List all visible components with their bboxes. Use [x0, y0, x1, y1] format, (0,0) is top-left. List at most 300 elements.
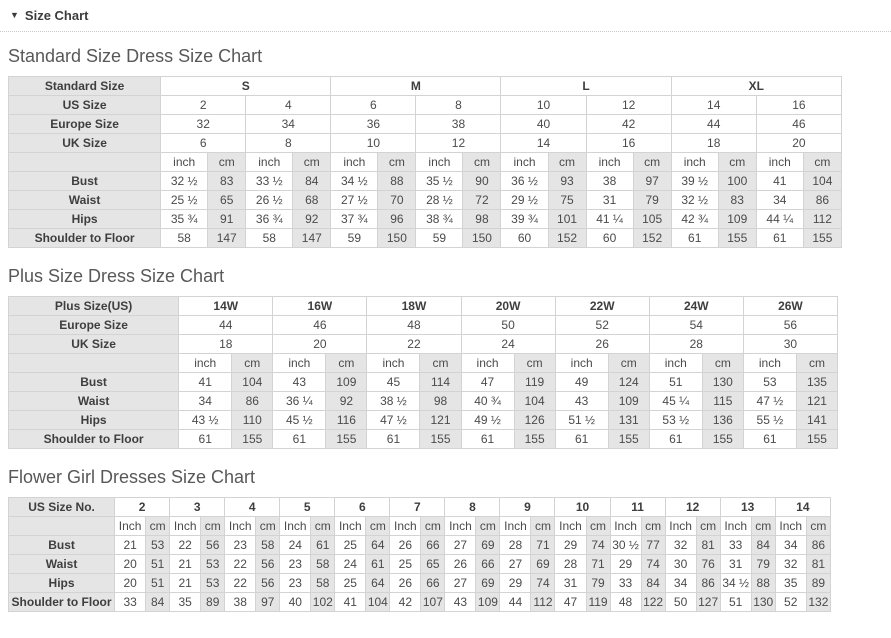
size-group-value: 10 — [555, 498, 610, 517]
cm-value: 86 — [696, 574, 720, 593]
size-value: 16 — [756, 96, 841, 115]
unit-row — [9, 354, 838, 373]
unit-cm-label: cm — [702, 354, 743, 373]
inch-value: 29 ½ — [501, 191, 548, 210]
unit-cm-label: cm — [803, 153, 841, 172]
cm-value: 97 — [256, 593, 280, 612]
dotted-divider — [0, 31, 891, 32]
size-group-value: 16W — [273, 297, 367, 316]
cm-value: 64 — [366, 574, 390, 593]
inch-value: 61 — [367, 430, 420, 449]
cm-value: 104 — [232, 373, 273, 392]
unit-cm-label: cm — [476, 517, 500, 536]
cm-value: 81 — [696, 536, 720, 555]
cm-value: 83 — [208, 172, 246, 191]
unit-inch-label: inch — [555, 354, 608, 373]
inch-value: 45 ¼ — [649, 392, 702, 411]
inch-value: 21 — [170, 574, 201, 593]
size-group-value: 4 — [225, 498, 280, 517]
size-value: 8 — [246, 134, 331, 153]
cm-value: 51 — [146, 574, 170, 593]
row-label: Shoulder to Floor — [9, 229, 161, 248]
unit-inch-label: Inch — [445, 517, 476, 536]
inch-value: 42 ¾ — [671, 210, 718, 229]
cm-value: 116 — [326, 411, 367, 430]
inch-value: 29 — [500, 574, 531, 593]
size-group-row — [9, 498, 831, 517]
inch-value: 34 ½ — [720, 574, 751, 593]
table-title-flowergirl: Flower Girl Dresses Size Chart — [8, 467, 256, 487]
inch-value: 47 — [555, 593, 586, 612]
cm-value: 155 — [514, 430, 555, 449]
measure-row — [9, 574, 831, 593]
cm-value: 79 — [633, 191, 671, 210]
cm-value: 155 — [608, 430, 649, 449]
inch-value: 32 ½ — [161, 172, 208, 191]
unit-cm-label: cm — [608, 354, 649, 373]
cm-value: 130 — [751, 593, 775, 612]
size-value: 6 — [331, 96, 416, 115]
cm-value: 68 — [293, 191, 331, 210]
unit-inch-label: inch — [416, 153, 463, 172]
size-value: 20 — [756, 134, 841, 153]
cm-value: 109 — [718, 210, 756, 229]
unit-inch-label: Inch — [610, 517, 641, 536]
row-label: Shoulder to Floor — [9, 430, 179, 449]
unit-cm-label: cm — [696, 517, 720, 536]
unit-cm-label: cm — [633, 153, 671, 172]
size-row — [9, 134, 842, 153]
collapse-triangle-icon: ▼ — [10, 10, 19, 20]
inch-value: 32 — [775, 555, 806, 574]
size-group-value: M — [331, 77, 501, 96]
inch-value: 51 — [649, 373, 702, 392]
cm-value: 56 — [256, 555, 280, 574]
size-group-value: 12 — [665, 498, 720, 517]
inch-value: 44 — [500, 593, 531, 612]
inch-value: 53 — [743, 373, 796, 392]
inch-value: 28 — [555, 555, 586, 574]
cm-value: 155 — [702, 430, 743, 449]
size-value: 34 — [246, 115, 331, 134]
size-value: 18 — [671, 134, 756, 153]
cm-value: 58 — [256, 536, 280, 555]
cm-value: 84 — [751, 536, 775, 555]
cm-value: 92 — [293, 210, 331, 229]
cm-value: 104 — [803, 172, 841, 191]
cm-value: 115 — [702, 392, 743, 411]
cm-value: 122 — [641, 593, 665, 612]
cm-value: 119 — [514, 373, 555, 392]
unit-cm-label: cm — [548, 153, 586, 172]
size-value: 28 — [649, 335, 743, 354]
size-value: 16 — [586, 134, 671, 153]
unit-inch-label: inch — [367, 354, 420, 373]
inch-value: 22 — [225, 574, 256, 593]
inch-value: 37 ¾ — [331, 210, 378, 229]
inch-value: 20 — [115, 574, 146, 593]
inch-value: 43 — [273, 373, 326, 392]
cm-value: 107 — [421, 593, 445, 612]
inch-value: 34 ½ — [331, 172, 378, 191]
inch-value: 61 — [743, 430, 796, 449]
row-label: US Size No. — [9, 498, 115, 517]
size-group-value: 5 — [280, 498, 335, 517]
cm-value: 76 — [696, 555, 720, 574]
unit-inch-label: Inch — [280, 517, 311, 536]
size-value: 38 — [416, 115, 501, 134]
cm-value: 124 — [608, 373, 649, 392]
unit-inch-label: inch — [331, 153, 378, 172]
inch-value: 31 — [720, 555, 751, 574]
cm-value: 132 — [806, 593, 830, 612]
inch-value: 25 — [335, 574, 366, 593]
unit-inch-label: Inch — [665, 517, 696, 536]
cm-value: 91 — [208, 210, 246, 229]
cm-value: 86 — [806, 536, 830, 555]
unit-cm-label: cm — [256, 517, 280, 536]
cm-value: 114 — [420, 373, 461, 392]
inch-value: 52 — [775, 593, 806, 612]
measure-row — [9, 229, 842, 248]
size-table-standard — [8, 76, 842, 248]
unit-cm-label: cm — [586, 517, 610, 536]
cm-value: 84 — [293, 172, 331, 191]
unit-cm-label: cm — [796, 354, 837, 373]
cm-value: 100 — [718, 172, 756, 191]
size-group-value: S — [161, 77, 331, 96]
inch-value: 26 — [390, 574, 421, 593]
inch-value: 59 — [416, 229, 463, 248]
cm-value: 53 — [201, 555, 225, 574]
row-label: Bust — [9, 172, 161, 191]
inch-value: 61 — [756, 229, 803, 248]
cm-value: 109 — [608, 392, 649, 411]
inch-value: 60 — [586, 229, 633, 248]
cm-value: 155 — [796, 430, 837, 449]
unit-inch-label: inch — [461, 354, 514, 373]
size-group-value: L — [501, 77, 671, 96]
cm-value: 141 — [796, 411, 837, 430]
size-value: 48 — [367, 316, 461, 335]
cm-value: 101 — [548, 210, 586, 229]
row-label: Bust — [9, 373, 179, 392]
cm-value: 104 — [514, 392, 555, 411]
size-group-value: 8 — [445, 498, 500, 517]
cm-value: 74 — [586, 536, 610, 555]
size-group-row — [9, 297, 838, 316]
size-group-value: 7 — [390, 498, 445, 517]
measure-row — [9, 210, 842, 229]
inch-value: 33 — [610, 574, 641, 593]
size-row — [9, 115, 842, 134]
unit-inch-label: Inch — [170, 517, 201, 536]
size-value: 8 — [416, 96, 501, 115]
size-group-value: 24W — [649, 297, 743, 316]
cm-value: 74 — [641, 555, 665, 574]
inch-value: 45 ½ — [273, 411, 326, 430]
inch-value: 60 — [501, 229, 548, 248]
inch-value: 35 ½ — [416, 172, 463, 191]
cm-value: 109 — [326, 373, 367, 392]
inch-value: 59 — [331, 229, 378, 248]
size-value: 36 — [331, 115, 416, 134]
row-label: Plus Size(US) — [9, 297, 179, 316]
row-label: Waist — [9, 392, 179, 411]
inch-value: 61 — [461, 430, 514, 449]
inch-value: 38 — [586, 172, 633, 191]
size-value: 26 — [555, 335, 649, 354]
inch-value: 30 ½ — [610, 536, 641, 555]
row-label: US Size — [9, 96, 161, 115]
cm-value: 127 — [696, 593, 720, 612]
unit-cm-label: cm — [718, 153, 756, 172]
size-group-row — [9, 77, 842, 96]
cm-value: 86 — [803, 191, 841, 210]
inch-value: 31 — [555, 574, 586, 593]
inch-value: 34 — [756, 191, 803, 210]
size-value: 18 — [179, 335, 273, 354]
unit-inch-label: Inch — [115, 517, 146, 536]
unit-inch-label: Inch — [335, 517, 366, 536]
unit-row — [9, 517, 831, 536]
row-label: Europe Size — [9, 316, 179, 335]
cm-value: 102 — [311, 593, 335, 612]
cm-value: 147 — [208, 229, 246, 248]
inch-value: 51 — [720, 593, 751, 612]
inch-value: 47 — [461, 373, 514, 392]
inch-value: 25 — [335, 536, 366, 555]
size-value: 30 — [743, 335, 837, 354]
inch-value: 61 — [649, 430, 702, 449]
inch-value: 23 — [225, 536, 256, 555]
cm-value: 90 — [463, 172, 501, 191]
inch-value: 58 — [246, 229, 293, 248]
cm-value: 53 — [146, 536, 170, 555]
measure-row — [9, 411, 838, 430]
row-label: Bust — [9, 536, 115, 555]
inch-value: 39 ½ — [671, 172, 718, 191]
size-group-value: 2 — [115, 498, 170, 517]
row-label-empty — [9, 354, 179, 373]
unit-cm-label: cm — [514, 354, 555, 373]
row-label: Europe Size — [9, 115, 161, 134]
cm-value: 152 — [548, 229, 586, 248]
size-value: 44 — [671, 115, 756, 134]
row-label: UK Size — [9, 335, 179, 354]
unit-inch-label: inch — [586, 153, 633, 172]
size-value: 52 — [555, 316, 649, 335]
table-title-standard: Standard Size Dress Size Chart — [8, 46, 263, 66]
cm-value: 71 — [586, 555, 610, 574]
inch-value: 27 — [500, 555, 531, 574]
size-value: 32 — [161, 115, 246, 134]
inch-value: 31 — [586, 191, 633, 210]
inch-value: 24 — [335, 555, 366, 574]
measure-row — [9, 555, 831, 574]
size-value: 54 — [649, 316, 743, 335]
size-value: 12 — [586, 96, 671, 115]
cm-value: 77 — [641, 536, 665, 555]
cm-value: 89 — [201, 593, 225, 612]
cm-value: 72 — [463, 191, 501, 210]
inch-value: 38 — [225, 593, 256, 612]
inch-value: 33 — [720, 536, 751, 555]
unit-cm-label: cm — [208, 153, 246, 172]
cm-value: 150 — [378, 229, 416, 248]
inch-value: 38 ½ — [367, 392, 420, 411]
cm-value: 105 — [633, 210, 671, 229]
size-group-value: 14 — [775, 498, 830, 517]
size-value: 20 — [273, 335, 367, 354]
cm-value: 136 — [702, 411, 743, 430]
cm-value: 119 — [586, 593, 610, 612]
unit-inch-label: Inch — [225, 517, 256, 536]
cm-value: 56 — [256, 574, 280, 593]
unit-inch-label: Inch — [555, 517, 586, 536]
cm-value: 53 — [201, 574, 225, 593]
cm-value: 70 — [378, 191, 416, 210]
cm-value: 83 — [718, 191, 756, 210]
inch-value: 40 ¾ — [461, 392, 514, 411]
cm-value: 79 — [751, 555, 775, 574]
size-group-value: 11 — [610, 498, 665, 517]
cm-value: 69 — [531, 555, 555, 574]
cm-value: 74 — [531, 574, 555, 593]
inch-value: 21 — [170, 555, 201, 574]
cm-value: 112 — [803, 210, 841, 229]
cm-value: 104 — [366, 593, 390, 612]
cm-value: 51 — [146, 555, 170, 574]
cm-value: 131 — [608, 411, 649, 430]
cm-value: 79 — [586, 574, 610, 593]
size-chart-section-toggle[interactable] — [8, 8, 883, 23]
cm-value: 150 — [463, 229, 501, 248]
cm-value: 112 — [531, 593, 555, 612]
size-value: 22 — [367, 335, 461, 354]
size-value: 10 — [331, 134, 416, 153]
inch-value: 41 — [179, 373, 232, 392]
cm-value: 69 — [476, 574, 500, 593]
cm-value: 81 — [806, 555, 830, 574]
unit-cm-label: cm — [420, 354, 461, 373]
inch-value: 61 — [273, 430, 326, 449]
inch-value: 32 — [665, 536, 696, 555]
inch-value: 47 ½ — [743, 392, 796, 411]
cm-value: 147 — [293, 229, 331, 248]
cm-value: 126 — [514, 411, 555, 430]
measure-row — [9, 392, 838, 411]
cm-value: 155 — [803, 229, 841, 248]
inch-value: 34 — [665, 574, 696, 593]
inch-value: 24 — [280, 536, 311, 555]
inch-value: 35 ¾ — [161, 210, 208, 229]
inch-value: 55 ½ — [743, 411, 796, 430]
inch-value: 35 — [775, 574, 806, 593]
cm-value: 110 — [232, 411, 273, 430]
inch-value: 39 ¾ — [501, 210, 548, 229]
unit-cm-label: cm — [378, 153, 416, 172]
size-value: 40 — [501, 115, 586, 134]
inch-value: 33 ½ — [246, 172, 293, 191]
inch-value: 29 — [555, 536, 586, 555]
row-label: Hips — [9, 411, 179, 430]
row-label: UK Size — [9, 134, 161, 153]
inch-value: 23 — [280, 555, 311, 574]
inch-value: 38 ¾ — [416, 210, 463, 229]
inch-value: 50 — [665, 593, 696, 612]
cm-value: 58 — [311, 555, 335, 574]
inch-value: 26 — [445, 555, 476, 574]
unit-inch-label: inch — [246, 153, 293, 172]
size-group-value: XL — [671, 77, 841, 96]
inch-value: 51 ½ — [555, 411, 608, 430]
cm-value: 98 — [420, 392, 461, 411]
row-label: Waist — [9, 555, 115, 574]
inch-value: 44 ¼ — [756, 210, 803, 229]
row-label: Waist — [9, 191, 161, 210]
inch-value: 28 — [500, 536, 531, 555]
inch-value: 23 — [280, 574, 311, 593]
unit-cm-label: cm — [463, 153, 501, 172]
unit-inch-label: inch — [501, 153, 548, 172]
unit-cm-label: cm — [293, 153, 331, 172]
inch-value: 28 ½ — [416, 191, 463, 210]
row-label-empty — [9, 517, 115, 536]
cm-value: 56 — [201, 536, 225, 555]
unit-inch-label: inch — [743, 354, 796, 373]
unit-inch-label: inch — [161, 153, 208, 172]
table-title-plus: Plus Size Dress Size Chart — [8, 266, 225, 286]
unit-cm-label: cm — [146, 517, 170, 536]
cm-value: 86 — [232, 392, 273, 411]
cm-value: 84 — [146, 593, 170, 612]
inch-value: 26 — [390, 536, 421, 555]
size-group-value: 22W — [555, 297, 649, 316]
unit-inch-label: inch — [179, 354, 232, 373]
size-group-value: 20W — [461, 297, 555, 316]
size-value: 14 — [671, 96, 756, 115]
size-value: 12 — [416, 134, 501, 153]
cm-value: 65 — [208, 191, 246, 210]
cm-value: 61 — [366, 555, 390, 574]
cm-value: 84 — [641, 574, 665, 593]
cm-value: 75 — [548, 191, 586, 210]
row-label: Hips — [9, 210, 161, 229]
size-group-value: 13 — [720, 498, 775, 517]
measure-row — [9, 593, 831, 612]
inch-value: 33 — [115, 593, 146, 612]
measure-row — [9, 191, 842, 210]
unit-inch-label: Inch — [390, 517, 421, 536]
inch-value: 36 ¼ — [273, 392, 326, 411]
inch-value: 34 — [179, 392, 232, 411]
size-row — [9, 316, 838, 335]
inch-value: 40 — [280, 593, 311, 612]
inch-value: 32 ½ — [671, 191, 718, 210]
inch-value: 21 — [115, 536, 146, 555]
size-value: 6 — [161, 134, 246, 153]
inch-value: 30 — [665, 555, 696, 574]
inch-value: 61 — [179, 430, 232, 449]
cm-value: 121 — [420, 411, 461, 430]
cm-value: 89 — [806, 574, 830, 593]
inch-value: 29 — [610, 555, 641, 574]
size-group-value: 18W — [367, 297, 461, 316]
unit-inch-label: Inch — [775, 517, 806, 536]
measure-row — [9, 373, 838, 392]
unit-inch-label: inch — [671, 153, 718, 172]
